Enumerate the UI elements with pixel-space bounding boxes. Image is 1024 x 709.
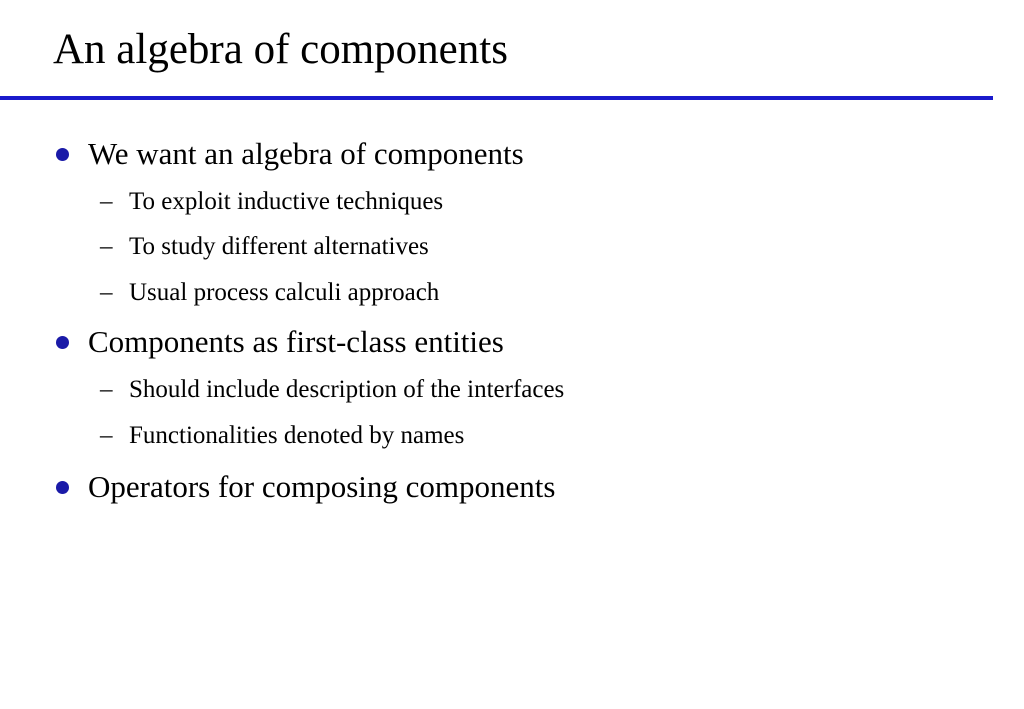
bullet-item-2: Components as first-class entities: [88, 324, 504, 359]
sub-item-2-1: Should include description of the interfaces: [129, 376, 565, 403]
bullet-item-3: Operators for composing components: [88, 469, 556, 504]
sub-item-1-1: To exploit inductive techniques: [129, 188, 444, 215]
sub-item-2-2: Functionalities denoted by names: [129, 422, 465, 449]
bullet-dot-icon: [56, 148, 69, 161]
title-rule: [0, 96, 993, 100]
bullet-dot-icon: [56, 336, 69, 349]
sub-item-1-2: To study different alternatives: [129, 233, 429, 260]
dash-icon: –: [100, 376, 113, 403]
bullet-dot-icon: [56, 481, 69, 494]
sub-item-1-3: Usual process calculi approach: [129, 279, 440, 306]
dash-icon: –: [100, 279, 113, 306]
dash-icon: –: [100, 233, 113, 260]
dash-icon: –: [100, 422, 113, 449]
dash-icon: –: [100, 188, 113, 215]
slide-title: An algebra of components: [53, 26, 508, 73]
bullet-item-1: We want an algebra of components: [88, 136, 524, 171]
